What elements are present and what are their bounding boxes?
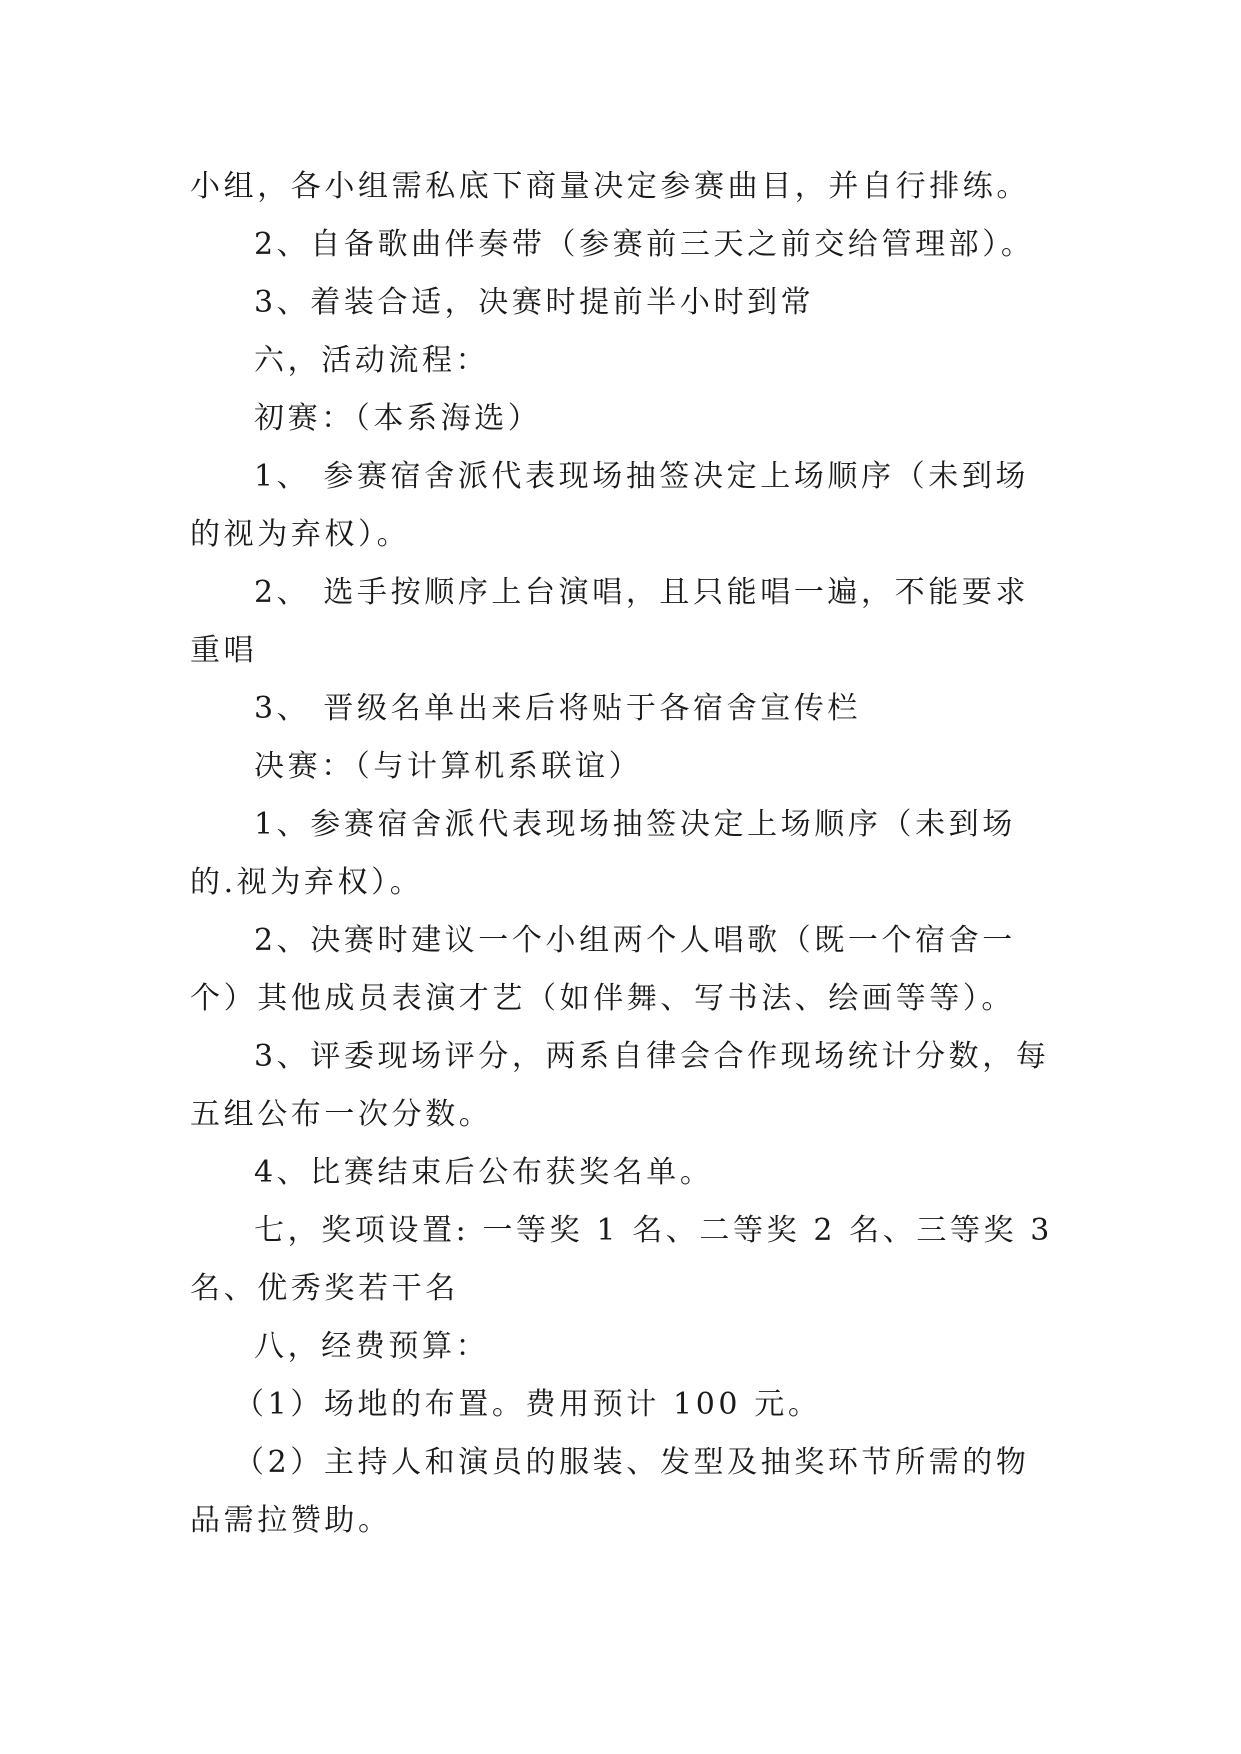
section-heading-awards: 七，奖项设置: 一等奖 1 名、二等奖 2 名、三等奖 3 名、优秀奖若干名 xyxy=(190,1213,1053,1306)
paragraph-preliminary-1: 1、 参赛宿舍派代表现场抽签决定上场顺序（未到场的视为弃权）。 xyxy=(190,459,1030,552)
paragraph-group-note: 小组，各小组需私底下商量决定参赛曲目，并自行排练。 xyxy=(190,169,1030,204)
section-heading-process: 六，活动流程： xyxy=(254,343,490,378)
paragraph-final-1: 1、参赛宿舍派代表现场抽签决定上场顺序（未到场的.视为弃权）。 xyxy=(190,807,1016,900)
paragraph-preliminary-2: 2、 选手按顺序上台演唱，且只能唱一遍，不能要求重唱 xyxy=(190,575,1030,668)
subheading-final: 决赛：（与计算机系联谊） xyxy=(254,749,643,784)
paragraph-requirement-3: 3、着装合适，决赛时提前半小时到常 xyxy=(254,285,815,320)
paragraph-budget-1: （1）场地的布置。费用预计 100 元。 xyxy=(234,1387,822,1422)
paragraph-final-2: 2、决赛时建议一个小组两个人唱歌（既一个宿舍一个）其他成员表演才艺（如伴舞、写书法、绘画等等）。 xyxy=(190,923,1016,1016)
paragraph-final-4: 4、比赛结束后公布获奖名单。 xyxy=(254,1155,714,1190)
paragraph-budget-2: （2）主持人和演员的服装、发型及抽奖环节所需的物品需拉赞助。 xyxy=(190,1445,1030,1538)
subheading-preliminary: 初赛：（本系海选） xyxy=(254,401,542,436)
document-body xyxy=(190,158,1060,1550)
paragraph-requirement-2: 2、自备歌曲伴奏带（参赛前三天之前交给管理部）。 xyxy=(254,227,1035,262)
paragraph-final-3: 3、评委现场评分，两系自律会合作现场统计分数，每五组公布一次分数。 xyxy=(190,1039,1050,1132)
paragraph-preliminary-3: 3、 晋级名单出来后将贴于各宿舍宣传栏 xyxy=(254,691,862,726)
section-heading-budget: 八，经费预算： xyxy=(254,1329,490,1364)
